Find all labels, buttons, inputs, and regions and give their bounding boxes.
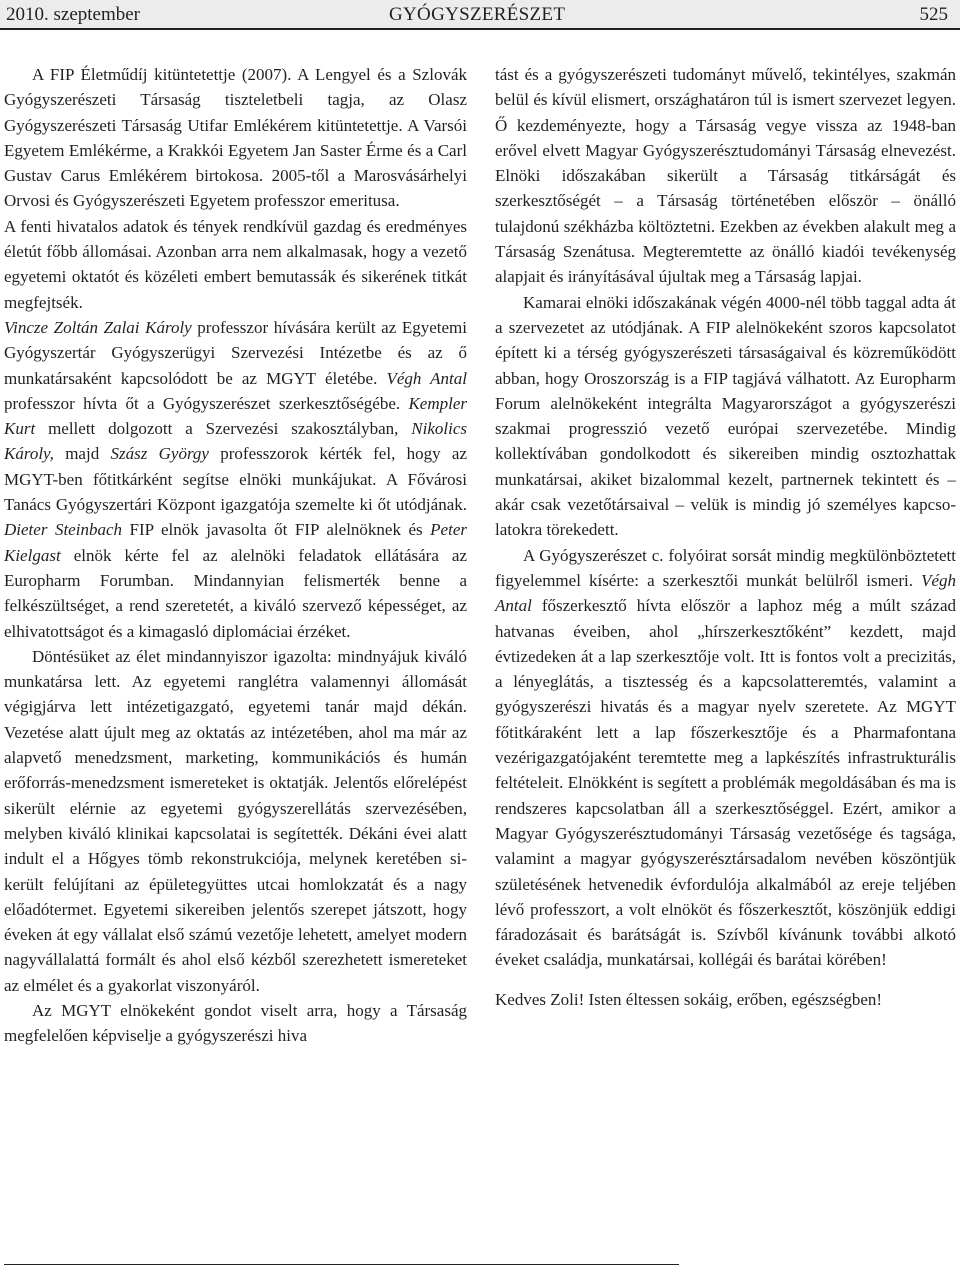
paragraph [4, 644, 467, 998]
page-number: 525 [919, 4, 948, 25]
text-run: tást és a gyógyszerészeti tudományt művelő, tekintélyes, szakmán belül és kívül elismert, országhatáron túl is ismert szervezet legyen. Ő kezdeményezte, hogy a Társaság vegye vissza az 1948-ban erővel elvett Magyar Gyógyszerésztudományi Társaság elnevezést. Elnöki időszakában sikerült a Társaság titkárságát és szerkesztőségét – a Társaság történetében először – önálló tulajdonú székházba költöztetni. Ezekben az években alakult meg a Társaság Szenátusa. Megteremtette az önálló kiadói tevékenység alapjait és irányításával újultak meg a Társaság lapjai. [495, 65, 956, 287]
journal-title: GYÓGYSZERÉSZET [389, 4, 566, 25]
text-run: professzorok kérték fel, hogy az MGYT-ben főtitkárként segítse elnöki munkájukat. A Fővárosi Tanács Gyógyszertári Központ igazgatója szemelte ki őt utódjának. [4, 444, 467, 515]
paragraph [4, 998, 467, 1049]
paragraph [4, 62, 467, 214]
paragraph [495, 290, 956, 543]
text-run: professzor hívására került az Egyetemi Gyógyszertár Gyógyszerügyi Szervezési Intézetbe és az ő munkatársaként kapcsolódott be az MGYT életébe. [4, 317, 467, 388]
italic-name: Szász György [110, 444, 209, 464]
italic-name: Vincze Zoltán Zalai Károly [4, 317, 192, 337]
italic-name: Végh Antal [495, 570, 956, 616]
text-run: professzor hívta őt a Gyógyszerészet szerkesztőségébe. [4, 393, 409, 413]
italic-name: Dieter Steinbach [4, 520, 122, 540]
text-run: főszerkesztő hívta először a laphoz még a múlt század hatvanas éveiben, ahol „hírszerkesztőként” kezdett, majd évtizedeken át a lap szerkesztője volt. Itt is fontos volt a precizitás, a lényeglátás, a tisztesség és a kapcsolatteremtés, valamint a gyógyszerészi hivatás és a magyar nyelv szeretete. Az MGYT főtitkáraként lett a lap főszerkesztője és a Pharmafontana vezérigazgatójaként teremtette meg a lapkészítés infrastrukturális feltételeit. Elnökként is segített a problémák megoldásában és ma is rendszeres kapcsolatban áll a szerkesztőséggel. Ezért, amikor a Magyar Gyógyszerésztudományi Társaság vezetősége és tagsága, valamint a magyar gyógyszerésztársadalom nevében köszöntjük születésének hetvenedik évfordulója alkalmából az ereje teljében lévő professzort, a volt elnököt és főszerkesztőt, köszönjük eddigi fáradozásait és barátságát is. Szívből kívánunk további alkotó éveket családja, munkatársai, kollégái és barátai körében! [495, 596, 956, 970]
paragraph [4, 315, 467, 644]
paragraph [495, 62, 956, 290]
text-run: Az MGYT elnökeként gondot viselt arra, hogy a Társaság megfelelően képviselje a gyógyszerészi hiva [4, 1000, 467, 1046]
text-run: mellett dolgozott a Szervezési szakosztályban, [35, 419, 412, 439]
text-run: Kamarai elnöki időszakának végén 4000-nél több taggal adta át a szervezetet az utódjának. A FIP alelnökeként szoros kapcsolatot épített ki a térség gyógyszerészeti társaságaival és közreműködött abban, hogy Oroszország is a FIP tagjává válhatott. Az Europharm Forum alelnökeként integrálta Magyarországot a gyógyszerészi szakmai progresszió vezető európai szervezetébe. Mindig kollektívában gondolkodott és sikereiben mindig osztozhattak munkatársai, akiket bizalommal kezelt, partnernek tekintett és – akár csak vezetőtársaival – velük is mindig jó személyes kapcsolatokra törekedett. [495, 292, 956, 540]
text-run: elnök kérte fel az alelnöki feladatok ellátására az Europharm Forumban. Mindannyian felismerték benne a felkészültséget, a rend szeretetét, a kiváló szervező képességet, az elhivatottságot és a kimagasló diplomáciai érzéket. [4, 545, 467, 641]
text-run: A fenti hivatalos adatok és tények rendkívül gazdag és eredményes életút főbb állomásai. Azonban arra nem alkalmasak, hogy a vezető egyetemi oktatót és közéleti embert bemutassák és sikerének titkát megfejtsék. [4, 216, 467, 312]
bottom-rule [4, 1264, 679, 1265]
text-run: A Gyógyszerészet c. folyóirat sorsát mindig megkülönböztetett figyelemmel kísérte: a szerkesztői munkát belülről ismeri. [495, 545, 956, 590]
text-run: Döntésüket az élet mindannyiszor igazolta: mindnyájuk kiváló munkatársa lett. Az egyetemi ranglétra valamennyi állomását végigjárva lett intézetigazgató, egyetemi tanár majd dékán. Vezetése alatt újult meg az oktatás az intézetében, ahol ma már az alapvető menedzsment, marketing, kommunikációs és humán erőforrás-menedzsment ismereteket is oktatják. Jelentős előrelépést sikerült elérnie az egyetemi gyógyszerellátás szervezésében, melyben kiváló klinikai kapcsolatai is segítették. Dékáni évei alatt indult el a Hőgyes tömb rekonstrukciója, melynek keretében sikerült felújítani az épületegyüttes utcai homlokzatát és a nagy előadótermet. Egyetemi sikereiben jelentős szerepet játszott, hogy éveken át egy vállalat első számú vezetője lehetett, amelyet modern nagyvállalattá formált és ahol első kézből szerezhetett ismereteket az elmélet és a gyakorlat viszonyáról. [4, 646, 467, 995]
right-column-paragraphs [495, 62, 956, 973]
issue-date: 2010. szeptember [6, 4, 141, 25]
text-run: A FIP Életműdíj kitüntetettje (2007). A Lengyel és a Szlovák Gyógyszerészeti Társaság tiszteletbeli tagja, az Olasz Gyógyszerészeti Társaság Utifar Emlékérem kitüntetettje. A Varsói Egyetem Emlékérme, a Krakkói Egyetem Jan Saster Érme és a Carl Gustav Carus Emlékérem birtokosa. 2005-től a Marosvásárhelyi Orvosi és Gyógyszerészeti Egyetem professzor emeritusa. [4, 65, 467, 211]
closing-greeting: Kedves Zoli! Isten éltessen sokáig, erőben, egészségben! [495, 989, 883, 1009]
italic-name: Kempler Kurt [4, 393, 467, 439]
paragraph [495, 543, 956, 973]
left-text-column [4, 62, 467, 1049]
page-header [0, 0, 960, 30]
right-text-column [495, 62, 956, 1012]
text-run: majd [53, 444, 111, 464]
paragraph [4, 214, 467, 315]
text-run: FIP elnök javasolta őt FIP alelnöknek és [121, 520, 431, 540]
italic-name: Végh Antal [386, 368, 468, 388]
italic-name: Nikolics Károly, [4, 419, 467, 464]
italic-name: Peter Kielgast [4, 520, 467, 565]
